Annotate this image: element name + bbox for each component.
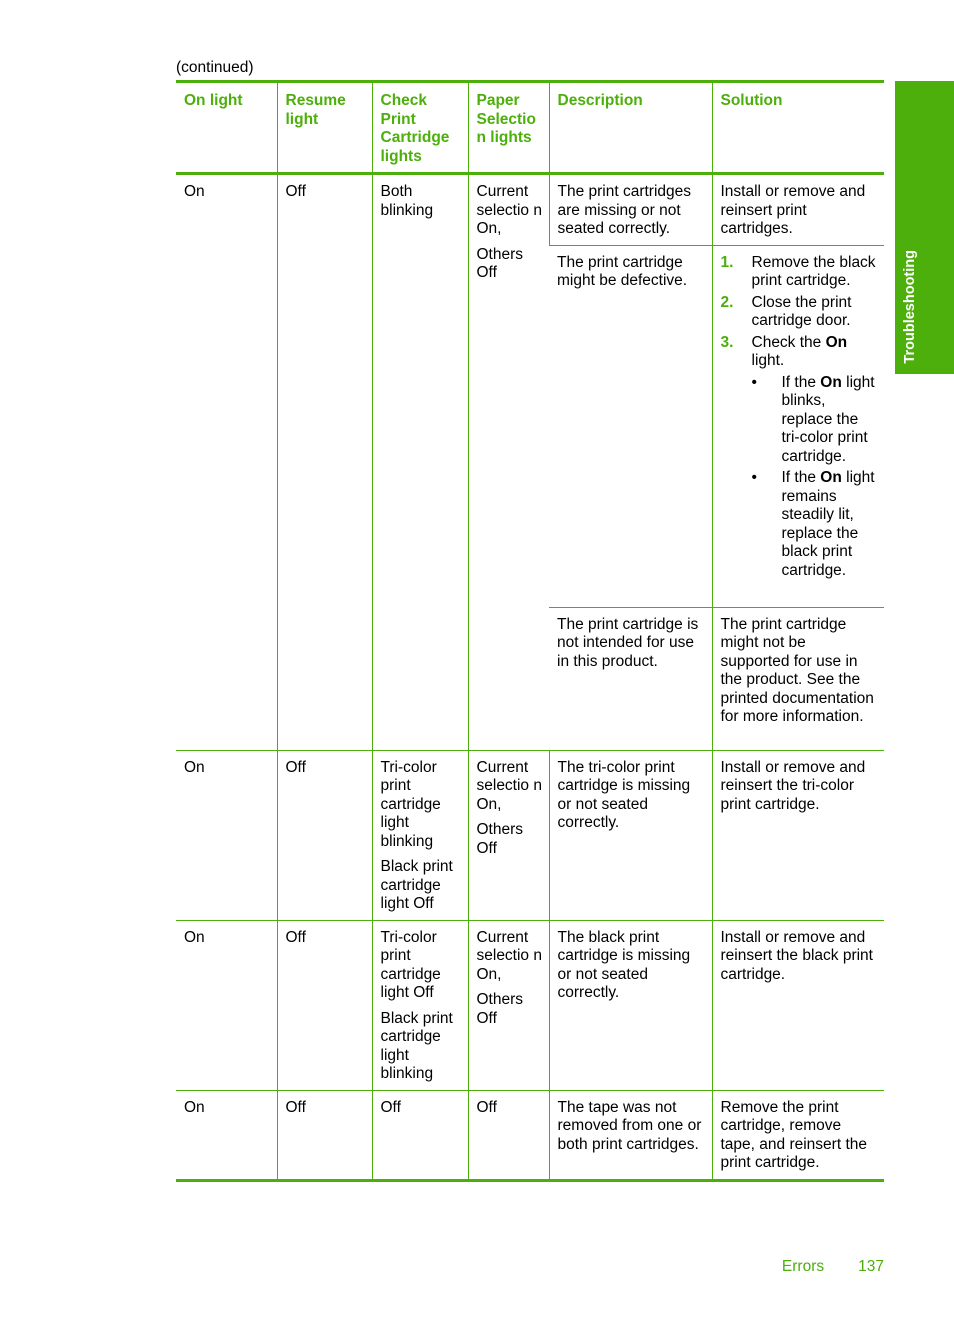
check-lights-cell [372, 174, 468, 751]
check-lights-cell [372, 750, 468, 920]
list-item [721, 294, 879, 331]
table-row [176, 174, 884, 246]
solution-steps-list [721, 254, 879, 581]
list-item [752, 374, 879, 467]
table-header-row [176, 82, 884, 174]
continued-label: (continued) [176, 59, 254, 76]
table-row [176, 750, 884, 920]
bullet-text: If the [781, 373, 821, 391]
header-on-light: On light [176, 82, 277, 174]
step-number: 1. [720, 253, 734, 271]
bullet-text: If the [781, 469, 821, 486]
header-solution: Solution [712, 82, 884, 174]
paper-selection-text: Current selectio n On, [476, 928, 542, 983]
bullet-text-bold: On [820, 373, 842, 391]
resume-light-cell: Off [277, 174, 372, 751]
step-text: light. [751, 352, 785, 369]
description-cell: The print cartridge might be defective. [549, 245, 712, 607]
paper-selection-text: Others Off [476, 245, 524, 281]
description-cell: The print cartridge is not intended for use in this product. [549, 607, 712, 750]
list-item [752, 469, 879, 580]
on-light-cell: On [184, 183, 205, 200]
bullet-glyph: • [751, 373, 757, 391]
table-row [176, 920, 884, 1090]
solution-cell: Remove the print cartridge, remove tape, and reinsert the print cartridge. [712, 1090, 884, 1180]
header-description: Description [549, 82, 712, 174]
sub-bullet-list [752, 374, 879, 581]
description-cell: The tri-color print cartridge is missing or not seated correctly. [549, 750, 712, 920]
check-lights-text: Black print cartridge light blinking [380, 1009, 453, 1082]
header-check-print-cartridge-lights: Check Print Cartridge lights [372, 82, 468, 174]
paper-selection-text: Current selectio n On, [476, 183, 542, 237]
on-light-cell: On [176, 920, 277, 1090]
step-text: Remove the black print cartridge. [751, 253, 876, 289]
check-lights-text: Black print cartridge light Off [380, 858, 453, 912]
step-text-bold: On [825, 333, 848, 351]
description-cell: The tape was not removed from one or both print cartridges. [549, 1090, 712, 1180]
paper-selection-text: Current selectio n On, [476, 758, 542, 813]
paper-selection-cell [468, 174, 549, 751]
step-text: Close the print cartridge door. [751, 293, 852, 329]
header-resume-light: Resume light [277, 82, 372, 174]
bullet-text: light blinks, replace the tri-color print cartridge. [781, 373, 875, 465]
paper-selection-cell [468, 920, 549, 1090]
step-text: Check the [751, 333, 826, 351]
error-lights-table [176, 80, 884, 1182]
check-lights-text: Tri-color print cartridge light blinking [380, 758, 441, 850]
check-lights-cell: Off [372, 1090, 468, 1180]
step-number: 2. [720, 293, 734, 311]
table-row [176, 1090, 884, 1180]
paper-selection-cell [468, 750, 549, 920]
list-item [721, 254, 879, 291]
bullet-text-bold: On [820, 469, 842, 486]
resume-light-cell: Off [277, 750, 372, 920]
step-number: 3. [720, 333, 734, 351]
description-cell: The black print cartridge is missing or not seated correctly. [549, 920, 712, 1090]
footer-section-name: Errors [781, 1258, 825, 1275]
side-tab-label: Troubleshooting [902, 250, 918, 364]
bullet-glyph: • [751, 469, 757, 486]
on-light-cell: On [176, 1090, 277, 1180]
bullet-text: light remains steadily lit, replace the black print cartridge. [781, 469, 875, 579]
solution-cell: The print cartridge might not be supported for use in the product. See the printed documentation for more information. [712, 607, 884, 750]
paper-selection-text: Others Off [476, 821, 524, 857]
page-footer [782, 1258, 884, 1277]
solution-cell [712, 245, 884, 607]
paper-selection-text: Others Off [476, 991, 524, 1027]
description-cell: The print cartridges are missing or not seated correctly. [549, 174, 712, 246]
list-item [721, 334, 879, 581]
footer-page-number: 137 [858, 1258, 884, 1275]
solution-cell: Install or remove and reinsert the tri-color print cartridge. [712, 750, 884, 920]
solution-cell: Install or remove and reinsert the black print cartridge. [712, 920, 884, 1090]
resume-light-cell: Off [277, 1090, 372, 1180]
header-paper-selection-lights: Paper Selectio n lights [468, 82, 549, 174]
paper-selection-cell: Off [468, 1090, 549, 1180]
on-light-cell: On [176, 750, 277, 920]
check-lights-text: Tri-color print cartridge light Off [380, 928, 441, 1001]
check-lights-cell [372, 920, 468, 1090]
check-lights-text: Both blinking [380, 183, 434, 219]
resume-light-cell: Off [277, 920, 372, 1090]
solution-cell: Install or remove and reinsert print cartridges. [712, 174, 884, 246]
